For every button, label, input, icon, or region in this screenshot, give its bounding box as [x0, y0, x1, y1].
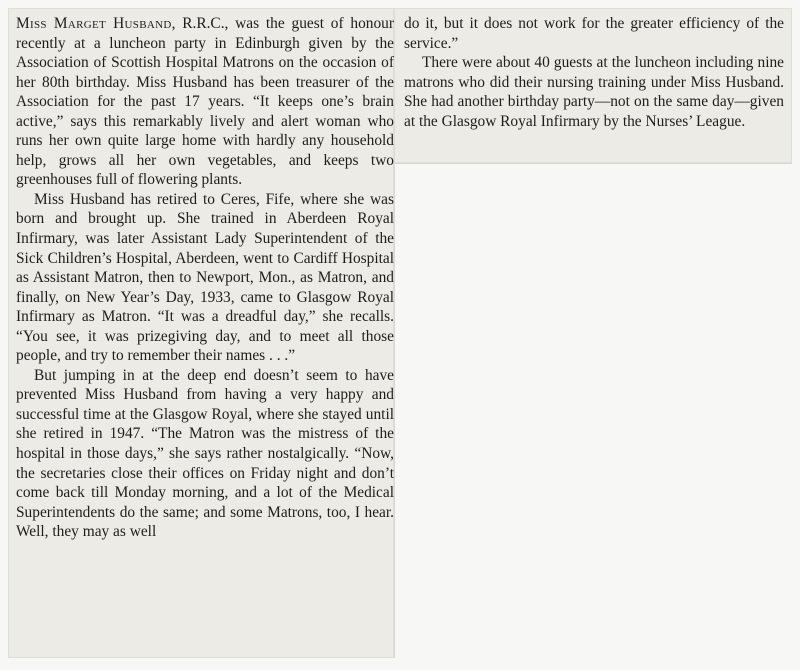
clipping-right-column [394, 8, 792, 164]
paragraph-2: Miss Husband has retired to Ceres, Fife, where she was born and brought up. She trained in Aberdeen Royal Infirmary, was later Assistant Lady Superintendent of the Sick Children’s Hospital, Aberdeen, went to Cardiff Hospital as Assistant Matron, then to Newport, Mon., as Matron, and finally, on New Year’s Day, 1933, came to Glasgow Royal Infirmary as Matron. “It was a dreadful day,” she recalls. “You see, it was prizegiving day, and to meet all those people, and try to remember their names . . .” [16, 190, 394, 365]
clipping-left-column [8, 8, 395, 658]
lead-name: Miss Marget Husband [16, 15, 172, 32]
paragraph-1 [16, 14, 394, 190]
paragraph-4: do it, but it does not work for the greater efficiency of the service.” [404, 15, 784, 52]
paragraph-5: There were about 40 guests at the luncheon including nine matrons who did their nursing training under Miss Husband. She had another birthday party—not on the same day—given at the Glasgow Royal Infirmary by the Nurses’ League. [404, 54, 784, 130]
paragraph-3: But jumping in at the deep end doesn’t seem to have prevented Miss Husband from having a very happy and successful time at the Glasgow Royal, where she stayed until she retired in 1947. “The Matron was the mistress of the hospital in those days,” she says rather nostalgically. “Now, the secretaries close their offices on Friday night and don’t come back till Monday morning, and a lot of the Medical Superintendents do the same; and some Matrons, too, I hear. Well, they may as well [16, 366, 394, 541]
article-column-2 [404, 14, 784, 131]
paragraph-1-text: , R.R.C., was the guest of honour recently at a luncheon party in Edinburgh given by the Association of Scottish Hospital Matrons on the occasion of her 80th birthday. Miss Husband has been treasurer of the Association for the past 17 years. “It keeps one’s brain active,” says this remarkably lively and alert woman who runs her own quite large home with hardly any household help, grows all her own vegetables, and keeps two greenhouses full of flowering plants. [16, 15, 394, 189]
article-column-1 [16, 14, 394, 542]
